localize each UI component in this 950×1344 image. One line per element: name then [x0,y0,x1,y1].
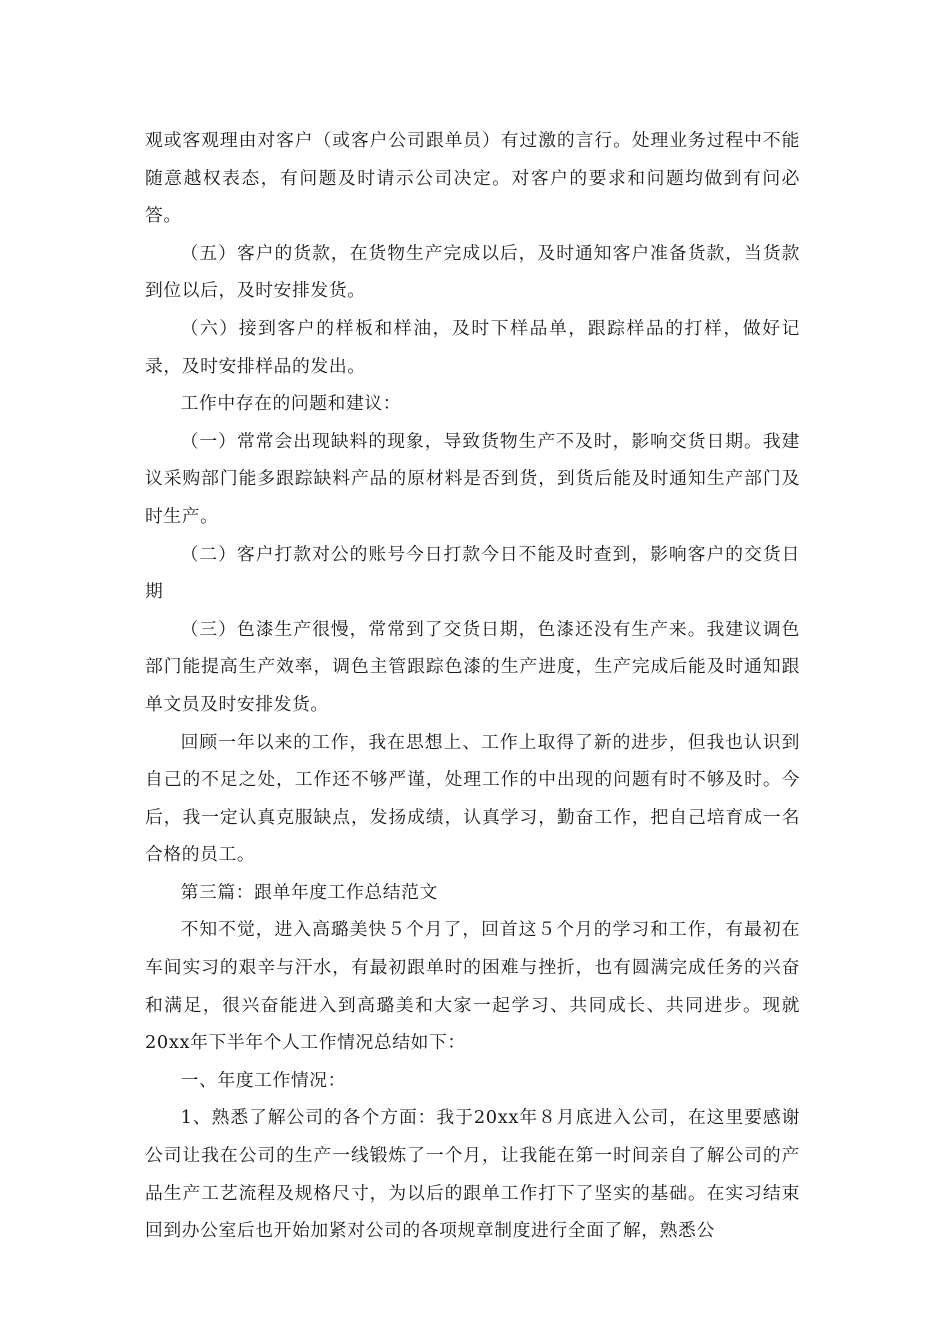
paragraph-review: 回顾一年以来的工作，我在思想上、工作上取得了新的进步，但我也认识到自己的不足之处，工作还不够严谨，处理工作的中出现的问题有时不够及时。今后，我一定认真克服缺点，发扬成绩，认真学习，勤奋工作，把自己培育成一名合格的员工。 [145,731,800,866]
paragraph-item-5: （五）客户的货款，在货物生产完成以后，及时通知客户准备货款，当货款到位以后，及时安排发货。 [145,242,800,302]
paragraph-item-6: （六）接到客户的样板和样油，及时下样品单，跟踪样品的打样，做好记录，及时安排样品的发出。 [145,317,800,377]
document-body [145,122,800,1250]
paragraph-intro: 不知不觉，进入高璐美快５个月了，回首这５个月的学习和工作，有最初在车间实习的艰辛与汗水，有最初跟单时的困难与挫折，也有圆满完成任务的兴奋和满足，很兴奋能进入到高璐美和大家一起学习、共同成长、共同进步。现就20xx年下半年个人工作情况总结如下： [145,919,800,1054]
paragraph-point-1: 1、熟悉了解公司的各个方面：我于20xx年８月底进入公司，在这里要感谢公司让我在公司的生产一线锻炼了一个月，让我能在第一时间亲自了解公司的产品生产工艺流程及规格尺寸，为以后的跟单工作打下了坚实的基础。在实习结束回到办公室后也开始加紧对公司的各项规章制度进行全面了解，熟悉公 [145,1107,800,1242]
section-heading-problems: 工作中存在的问题和建议： [180,393,402,415]
paragraph-problem-1: （一）常常会出现缺料的现象，导致货物生产不及时，影响交货日期。我建议采购部门能多跟踪缺料产品的原材料是否到货，到货后能及时通知生产部门及时生产。 [145,430,800,527]
paragraph-problem-3: （三）色漆生产很慢，常常到了交货日期，色漆还没有生产来。我建议调色部门能提高生产效率，调色主管跟踪色漆的生产进度，生产完成后能及时通知跟单文员及时安排发货。 [145,618,800,715]
paragraph-continuation: 观或客观理由对客户（或客户公司跟单员）有过激的言行。处理业务过程中不能随意越权表态，有问题及时请示公司决定。对客户的要求和问题均做到有问必答。 [145,130,800,227]
section-heading-annual-work: 一、年度工作情况： [180,1069,347,1091]
article-title-part-3: 第三篇：跟单年度工作总结范文 [180,881,438,903]
paragraph-problem-2: （二）客户打款对公的账号今日打款今日不能及时查到，影响客户的交货日期 [145,543,800,603]
